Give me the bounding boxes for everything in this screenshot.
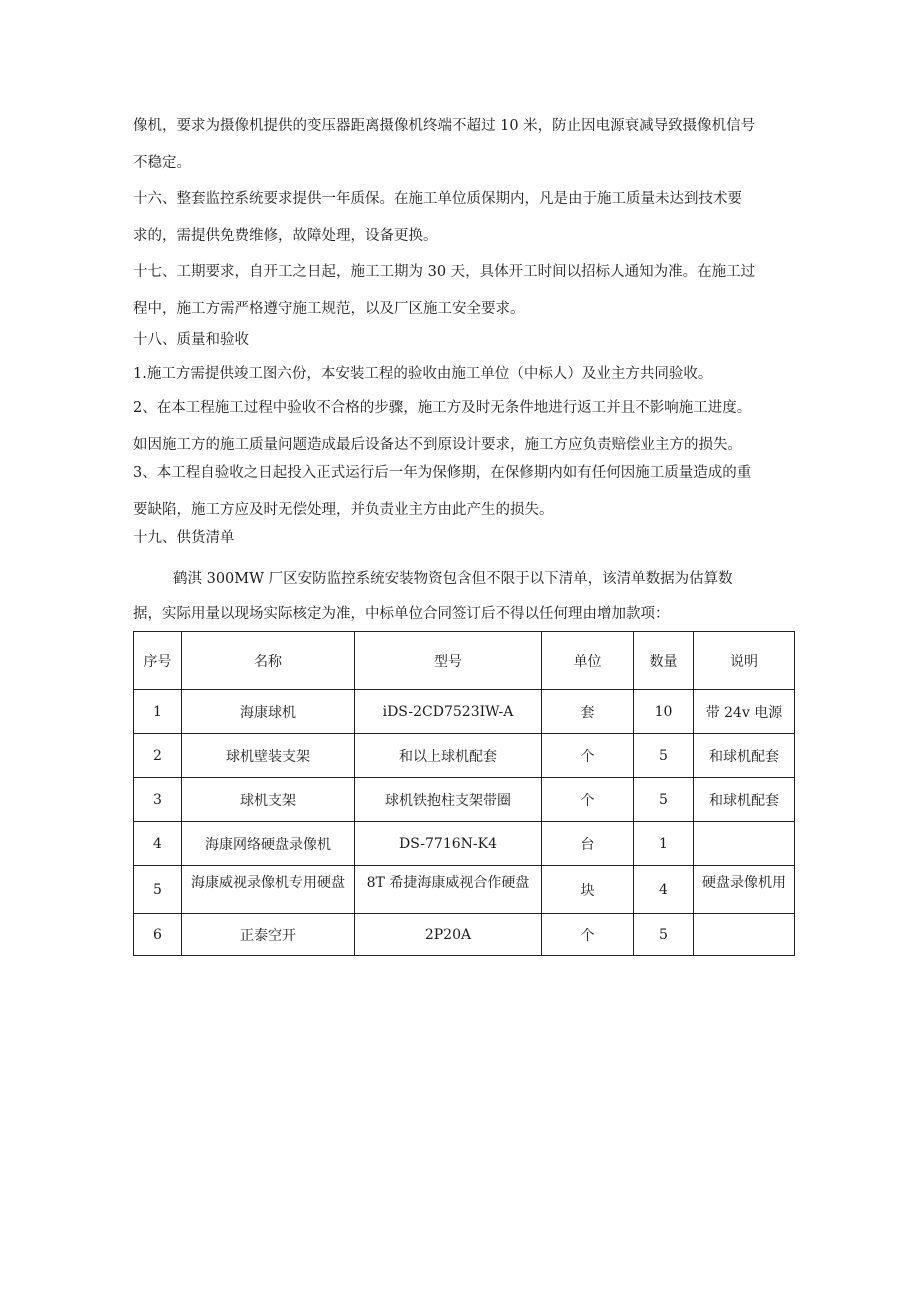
text-line: 鹤淇 300MW 厂区安防监控系统安装物资包含但不限于以下清单，该清单数据为估算数: [173, 571, 733, 587]
paragraph-19-intro-line1: [173, 561, 833, 598]
text-line: 3、本工程自验收之日起投入正式运行后一年为保修期，在保修期内如有任何因施工质量造成的重: [133, 465, 752, 481]
header-name: 名称: [182, 632, 355, 690]
text-line: 十六、整套监控系统要求提供一年质保。在施工单位质保期内，凡是由于施工质量未达到技术要: [133, 191, 742, 207]
cell-qty: 1: [634, 822, 694, 866]
cell-qty: 5: [634, 734, 694, 778]
header-unit: 单位: [542, 632, 634, 690]
table-row: [134, 690, 795, 734]
paragraph-camera-power: [133, 108, 793, 182]
cell-note: 和球机配套: [694, 734, 795, 778]
table-row: [134, 914, 795, 956]
paragraph-19-intro-line2: [133, 596, 793, 633]
text-line: 像机，要求为摄像机提供的变压器距离摄像机终端不超过 10 米，防止因电源衰减导致摄像机信号: [133, 118, 756, 134]
cell-no: 5: [134, 866, 182, 914]
table-row: [134, 734, 795, 778]
text-line: 要缺陷，施工方应及时无偿处理，并负责业主方由此产生的损失。: [133, 502, 554, 518]
text-line: 如因施工方的施工质量问题造成最后设备达不到原设计要求，施工方应负责赔偿业主方的损失。: [133, 437, 742, 453]
cell-note: [694, 914, 795, 956]
text-line: 2、在本工程施工过程中验收不合格的步骤，施工方及时无条件地进行返工并且不影响施工进度。: [133, 400, 752, 416]
header-model: 型号: [355, 632, 542, 690]
cell-model: 8T 希捷海康威视合作硬盘: [355, 866, 542, 914]
cell-qty: 10: [634, 690, 694, 734]
section-18-heading: [133, 322, 793, 359]
cell-no: 3: [134, 778, 182, 822]
cell-qty: 5: [634, 914, 694, 956]
cell-note: 带 24v 电源: [694, 690, 795, 734]
cell-no: 2: [134, 734, 182, 778]
cell-model: 球机铁抱柱支架带圈: [355, 778, 542, 822]
text-line: 十九、供货清单: [133, 530, 235, 546]
text-line: 据，实际用量以现场实际核定为准，中标单位合同签订后不得以任何理由增加款项：: [133, 606, 670, 622]
header-qty: 数量: [634, 632, 694, 690]
cell-name: 球机壁装支架: [182, 734, 355, 778]
text-line: 不稳定。: [133, 155, 191, 171]
header-no: 序号: [134, 632, 182, 690]
cell-name: 海康球机: [182, 690, 355, 734]
cell-unit: 个: [542, 778, 634, 822]
cell-no: 6: [134, 914, 182, 956]
table-row: [134, 822, 795, 866]
paragraph-18-item-1: [133, 356, 793, 393]
cell-no: 4: [134, 822, 182, 866]
cell-qty: 5: [634, 778, 694, 822]
cell-unit: 个: [542, 914, 634, 956]
cell-note: 硬盘录像机用: [694, 866, 795, 914]
cell-unit: 套: [542, 690, 634, 734]
section-19-heading: [133, 520, 793, 557]
cell-qty: 4: [634, 866, 694, 914]
text-line: 程中，施工方需严格遵守施工规范，以及厂区施工安全要求。: [133, 301, 525, 317]
text-line: 1.施工方需提供竣工图六份，本安装工程的验收由施工单位（中标人）及业主方共同验收。: [133, 366, 713, 382]
paragraph-section-17: [133, 254, 793, 328]
cell-unit: 个: [542, 734, 634, 778]
text-line: 十七、工期要求，自开工之日起，施工工期为 30 天，具体开工时间以招标人通知为准。在施工过: [133, 264, 756, 280]
text-line: 求的，需提供免费维修，故障处理，设备更换。: [133, 228, 438, 244]
cell-name: 正泰空开: [182, 914, 355, 956]
cell-model: 和以上球机配套: [355, 734, 542, 778]
cell-note: 和球机配套: [694, 778, 795, 822]
table-row: [134, 778, 795, 822]
cell-model: DS-7716N-K4: [355, 822, 542, 866]
text-line: 十八、质量和验收: [133, 332, 249, 348]
cell-model: iDS-2CD7523IW-A: [355, 690, 542, 734]
cell-name: 海康网络硬盘录像机: [182, 822, 355, 866]
supply-list-table: [133, 631, 795, 956]
cell-name: 球机支架: [182, 778, 355, 822]
paragraph-section-16: [133, 181, 793, 255]
cell-note: [694, 822, 795, 866]
table-header-row: [134, 632, 795, 690]
cell-no: 1: [134, 690, 182, 734]
cell-name: 海康威视录像机专用硬盘: [182, 866, 355, 914]
paragraph-18-item-3: [133, 455, 793, 529]
paragraph-18-item-2: [133, 390, 793, 464]
cell-unit: 台: [542, 822, 634, 866]
cell-unit: 块: [542, 866, 634, 914]
header-note: 说明: [694, 632, 795, 690]
table-row: [134, 866, 795, 914]
cell-model: 2P20A: [355, 914, 542, 956]
